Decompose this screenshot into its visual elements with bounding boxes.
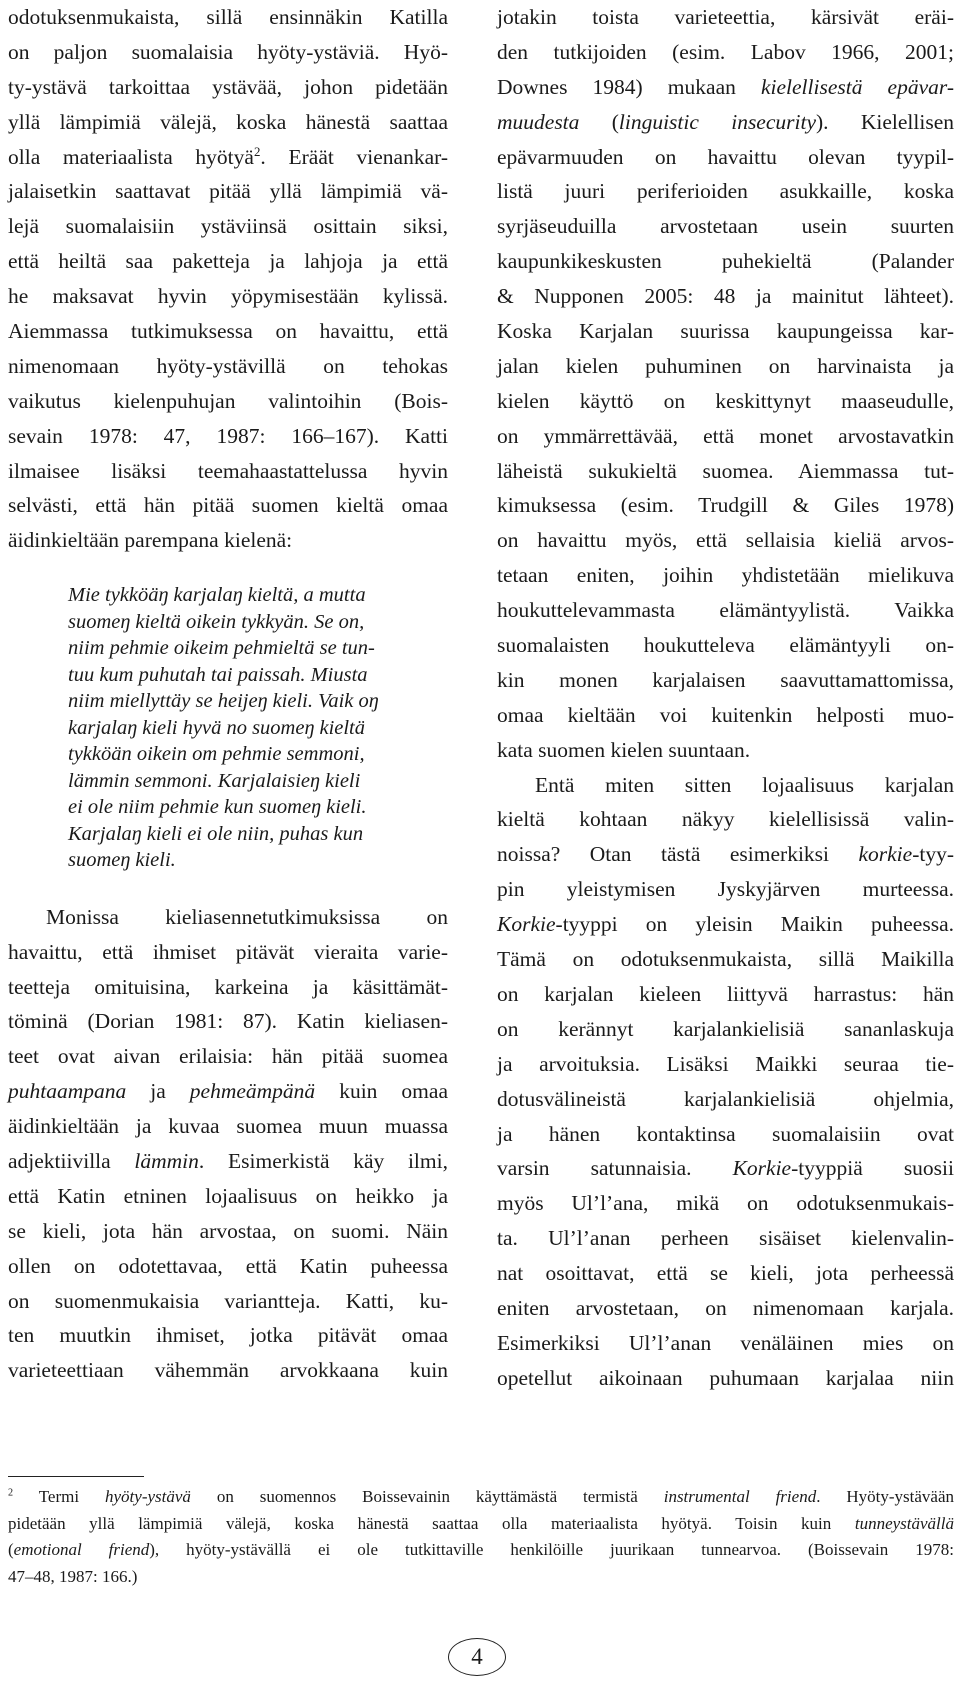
- text-line: ta. Ul’l’anan perheen sisäiset kielenvalin-: [497, 1226, 954, 1251]
- text-line: odotuksenmukaista, sillä ensinnäkin Katilla: [8, 5, 448, 29]
- text-line: se kieli, jota hän arvostaa, on suomi. Näin: [8, 1218, 448, 1243]
- text-segment: (: [8, 1540, 14, 1559]
- text-line: & Nupponen 2005: 48 ja mainitut lähteet).: [497, 284, 954, 309]
- text-line: sevain 1978: 47, 1987: 166–167). Katti: [8, 423, 448, 448]
- text-segment: varsin satunnaisia.: [497, 1156, 733, 1181]
- text-segment: hyöty-ystävä: [105, 1487, 191, 1506]
- text-segment: . Esimerkistä käy ilmi,: [198, 1148, 448, 1173]
- text-line: yllä lämpimiä välejä, koska hänestä saattaa: [8, 109, 448, 134]
- text-line: havaittu, että ihmiset pitävät vieraita varie-: [8, 939, 448, 964]
- left-column: [8, 0, 448, 1388]
- right-column: [497, 0, 954, 1396]
- text-line: ja arvoituksia. Lisäksi Maikki seuraa tie-: [497, 1051, 954, 1076]
- quote-line: tykköän oikein om pehmie semmoni,: [68, 743, 365, 766]
- text-line: vaikutus kielenpuhujan valintoihin (Bois-: [8, 388, 448, 413]
- text-segment: emotional friend: [13, 1540, 150, 1559]
- text-line: ten muutkin ihmiset, jotka pitävät omaa: [8, 1323, 448, 1348]
- footnote-line: [8, 1537, 954, 1564]
- quote-line: lämmin semmoni. Karjalaisieŋ kieli: [68, 769, 361, 792]
- text-line: on ymmärrettävää, että monet arvostavatkin: [497, 423, 954, 448]
- text-line: suomalaisten houkutteleva elämäntyyli on-: [497, 633, 954, 658]
- quote-line: tuu kum puhutah tai paissah. Miusta: [68, 663, 368, 686]
- text-segment: ja: [126, 1079, 190, 1104]
- text-segment: linguistic insecurity: [618, 109, 817, 134]
- text-line: Monissa kieliasennetutkimuksissa on: [46, 904, 448, 929]
- text-line: den tutkijoiden (esim. Labov 1966, 2001;: [497, 39, 954, 64]
- text-segment: 47–48, 1987: 166.): [8, 1566, 138, 1586]
- footnote: [8, 1484, 954, 1590]
- text-line: ty-ystävä tarkoittaa ystävää, johon pidetään: [8, 74, 448, 99]
- text-line: on havaittu myös, että sellaisia kieliä arvos-: [497, 528, 954, 553]
- quote-line: niim pehmie oikeim pehmieltä se tun-: [68, 637, 375, 660]
- text-line: [497, 907, 954, 942]
- footnote-line: [8, 1484, 954, 1511]
- text-segment: olla materiaalista hyötyä: [8, 144, 254, 169]
- text-line: teetteja omituisina, karkeina ja käsittämät-: [8, 974, 448, 999]
- text-segment: . Eräät vienankar-: [260, 144, 449, 169]
- text-line: kata suomen kielen suuntaan.: [497, 737, 751, 762]
- footnote-number: 2: [8, 1487, 14, 1499]
- text-line: Entä miten sitten lojaalisuus karjalan: [535, 772, 954, 797]
- text-line: [8, 1074, 448, 1109]
- text-segment: noissa? Otan tästä esimerkiksi: [497, 842, 859, 867]
- text-segment: -tyy-: [912, 842, 954, 867]
- text-segment: Downes 1984) mukaan: [497, 74, 761, 99]
- text-segment: -tyyppi on yleisin Maikin puheessa.: [555, 912, 954, 937]
- text-line: teet ovat aivan erilaisia: hän pitää suomea: [8, 1044, 448, 1069]
- text-line: nimenomaan hyöty-ystävillä on tehokas: [8, 353, 448, 378]
- text-segment: muudesta: [497, 109, 580, 134]
- text-line: kimuksessa (esim. Trudgill & Giles 1978): [497, 493, 954, 518]
- text-line: varieteettiaan vähemmän arvokkaana kuin: [8, 1358, 448, 1383]
- text-segment: (: [579, 109, 619, 134]
- text-line: kieltä kohtaan näkyy kielellisissä valin-: [497, 807, 954, 832]
- text-segment: . Hyöty-ystävään: [816, 1487, 955, 1506]
- text-line: listä juuri periferioiden asukkaille, koska: [497, 179, 954, 204]
- text-line: [8, 140, 448, 175]
- text-line: on karjalan kieleen liittyvä harrastus: hän: [497, 981, 954, 1006]
- text-line: omaa kieltään voi kuitenkin helposti muo-: [497, 702, 954, 727]
- text-line: pin yleistymisen Jyskyjärven murteessa.: [497, 877, 954, 902]
- text-line: on paljon suomalaisia hyöty-ystäviä. Hyö-: [8, 39, 448, 64]
- right-paragraph-1: [497, 0, 954, 768]
- quote-line: suomeŋ kieltä oikein tykkyän. Se on,: [68, 610, 365, 633]
- quote-line: karjalaŋ kieli hyvä no suomeŋ kieltä: [68, 716, 365, 739]
- text-segment: adjektiivilla: [8, 1148, 135, 1173]
- text-line: on suomenmukaisia variantteja. Katti, ku-: [8, 1288, 448, 1313]
- text-line: jotakin toista varieteettia, kärsivät eräi-: [497, 5, 954, 29]
- text-segment: pidetään yllä lämpimiä välejä, koska hänestä saattaa olla materiaalista hyötyä. Toisin kuin: [8, 1513, 855, 1533]
- text-line: ilmaisee lisäksi teemahaastattelussa hyvin: [8, 458, 448, 483]
- left-paragraph-2: [8, 900, 448, 1388]
- text-line: että heiltä saa paketteja ja lahjoja ja että: [8, 249, 448, 274]
- text-segment: korkie: [858, 842, 913, 867]
- text-line: eniten arvostetaan, on nimenomaan karjala.: [497, 1295, 954, 1320]
- text-segment: pehmeämpänä: [189, 1079, 316, 1104]
- text-line: ja hänen kontaktinsa suomalaisiin ovat: [497, 1121, 954, 1146]
- text-line: äidinkieltään ja kuvaa suomea muun muassa: [8, 1114, 448, 1139]
- text-line: dotusvälineistä karjalankielisiä ohjelmia,: [497, 1086, 954, 1111]
- text-line: lejä suomalaisiin ystäviinsä osittain siksi,: [8, 214, 448, 239]
- text-line: jalan kielen puhuminen on harvinaista ja: [497, 353, 954, 378]
- text-segment: lämmin: [134, 1148, 199, 1173]
- right-paragraph-2: [497, 768, 954, 1396]
- block-quote: [68, 582, 448, 874]
- text-segment: tunneystävällä: [854, 1513, 954, 1533]
- text-segment: Korkie: [497, 912, 556, 937]
- text-segment: -tyyppiä suosii: [791, 1156, 954, 1181]
- text-line: syrjäseuduilla arvostetaan usein suurten: [497, 214, 954, 239]
- text-line: ollen on odotettavaa, että Katin puheessa: [8, 1253, 448, 1278]
- text-line: myös Ul’l’ana, mikä on odotuksenmukais-: [497, 1191, 954, 1216]
- text-line: [497, 105, 954, 140]
- text-line: tetaan eniten, joihin yhdistetään mielikuva: [497, 563, 954, 588]
- text-line: [8, 1144, 448, 1179]
- text-line: töminä (Dorian 1981: 87). Katin kieliasen-: [8, 1009, 448, 1034]
- text-line: epävarmuuden on havaittu olevan tyypil-: [497, 144, 954, 169]
- text-line: he maksavat hyvin yöpymisestään kylissä.: [8, 284, 448, 309]
- text-line: nat osoittavat, että se kieli, jota perheessä: [497, 1261, 954, 1286]
- text-line: [497, 70, 954, 105]
- text-segment: Korkie: [732, 1156, 792, 1181]
- text-segment: ), hyöty-ystävällä ei ole tutkittaville henkilöille juurikaan tunnearvoa. (Boissevain 1978:: [149, 1540, 954, 1559]
- text-segment: instrumental friend: [663, 1487, 817, 1506]
- text-line: on kerännyt karjalankielisiä sananlaskuja: [497, 1016, 954, 1041]
- text-segment: Termi: [38, 1487, 105, 1506]
- text-segment: kielellisestä epävar-: [760, 74, 954, 99]
- text-line: houkuttelevammasta elämäntyylistä. Vaikka: [497, 598, 954, 623]
- text-line: selvästi, että hän pitää suomen kieltä omaa: [8, 493, 448, 518]
- text-line: äidinkieltään parempana kielenä:: [8, 528, 293, 553]
- page-number: 4: [448, 1638, 506, 1676]
- text-line: että Katin etninen lojaalisuus on heikko ja: [8, 1183, 448, 1208]
- text-line: kielen käyttö on keskittynyt maaseudulle,: [497, 388, 954, 413]
- quote-line: suomeŋ kieli.: [68, 849, 176, 872]
- text-line: Koska Karjalan suurissa kaupungeissa kar-: [497, 319, 954, 344]
- quote-line: Karjalaŋ kieli ei ole niin, puhas kun: [68, 822, 364, 845]
- text-line: [497, 1151, 954, 1186]
- quote-line: ei ole niim pehmie kun suomeŋ kieli.: [68, 796, 367, 819]
- text-segment: on suomennos Boissevainin käyttämästä termistä: [190, 1487, 664, 1506]
- text-line: Tämä on odotuksenmukaista, sillä Maikilla: [497, 947, 954, 972]
- text-line: [497, 837, 954, 872]
- text-segment: kuin omaa: [315, 1079, 448, 1104]
- text-line: jalaisetkin saattavat pitää yllä lämpimiä vä-: [8, 179, 448, 204]
- quote-line: Mie tykköäŋ karjalaŋ kieltä, a mutta: [68, 584, 366, 607]
- text-segment: ). Kielellisen: [816, 109, 954, 134]
- text-line: kin monen karjalaisen saavuttamattomissa,: [497, 667, 954, 692]
- footnote-line: [8, 1564, 954, 1591]
- footnote-rule: [8, 1476, 144, 1477]
- text-line: opetellut aikoinaan puhumaan karjalaa niin: [497, 1365, 954, 1390]
- text-line: kaupunkikeskusten puhekieltä (Palander: [497, 249, 954, 274]
- text-segment: 2: [253, 144, 261, 159]
- text-line: läheistä sukukieltä suomea. Aiemmassa tut-: [497, 458, 954, 483]
- footnote-line: [8, 1511, 954, 1538]
- quote-line: niim miellyttäy se heijeŋ kieli. Vaik oŋ: [68, 690, 379, 713]
- text-segment: puhtaampana: [8, 1079, 127, 1104]
- left-paragraph-1: [8, 0, 448, 558]
- text-line: Esimerkiksi Ul’l’anan venäläinen mies on: [497, 1330, 954, 1355]
- text-line: Aiemmassa tutkimuksessa on havaittu, että: [8, 319, 448, 344]
